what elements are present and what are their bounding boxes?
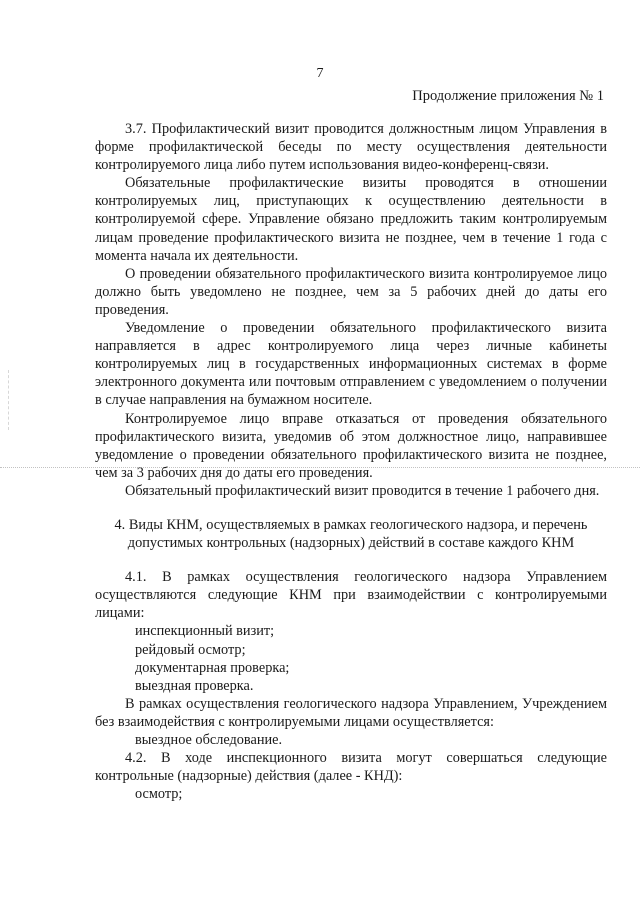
paragraph-refusal: Контролируемое лицо вправе отказаться от проведения обязательного профилактического визита, уведомив об этом должностное лицо, направившее уведомление о проведении обязательного профилактического визита не позднее, чем за 3 рабочих дня до даты его проведения. [95, 410, 607, 481]
paragraph-duration: Обязательный профилактический визит проводится в течение 1 рабочего дня. [125, 482, 600, 499]
appendix-title: Продолжение приложения № 1 [412, 88, 604, 104]
paragraph-without-interaction: В рамках осуществления геологического надзора Управлением, Учреждением без взаимодействия с контролируемыми лицами осуществляется: [95, 695, 607, 730]
spacer [95, 500, 607, 516]
list-item: выездная проверка. [135, 677, 254, 694]
paragraph-3-7: 3.7. Профилактический визит проводится должностным лицом Управления в форме профилактической беседы по месту осуществления деятельности контролируемого лица либо путем использования видео-конференц-связи. [95, 121, 607, 174]
paragraph-4-1: 4.1. В рамках осуществления геологического надзора Управлением осуществляются следующие КНМ при взаимодействии с контролируемыми лицами: [95, 569, 607, 622]
list-item: выездное обследование. [135, 732, 283, 748]
paragraph-notification-delivery: Уведомление о проведении обязательного профилактического визита направляется в адрес контролируемого лица через личные кабинеты контролируемых лиц в государственных информационных системах в форме электронного документа или почтовым отправлением с уведомлением о получении в случае направления на бумажном носителе. [95, 320, 607, 409]
scan-margin-mark [8, 370, 10, 430]
paragraph-4-2: 4.2. В ходе инспекционного визита могут совершаться следующие контрольные (надзорные) действия (далее - КНД): [95, 750, 607, 785]
section-4-heading: 4. Виды КНМ, осуществляемых в рамках геологического надзора, и перечень допустимых контрольных (надзорных) действий в составе каждого КНМ [114, 516, 588, 552]
list-item: документарная проверка; [135, 659, 290, 676]
list-item: рейдовый осмотр; [135, 641, 246, 658]
list-item: инспекционный визит; [135, 623, 275, 640]
paragraph-mandatory-visits: Обязательные профилактические визиты проводятся в отношении контролируемых лиц, приступающих к осуществлению деятельности в контролируемой сфере. Управление обязано предложить таким контролируемым лицам проведение профилактического визита не позднее, чем в течение 1 года с момента начала их деятельности. [95, 175, 607, 264]
list-item: осмотр; [135, 786, 183, 803]
paragraph-notification-deadline: О проведении обязательного профилактического визита контролируемое лицо должно быть уведомлено не позднее, чем за 5 рабочих дней до даты его проведения. [95, 265, 607, 318]
document-body [95, 120, 607, 803]
page-number: 7 [316, 66, 324, 81]
spacer [95, 552, 607, 568]
